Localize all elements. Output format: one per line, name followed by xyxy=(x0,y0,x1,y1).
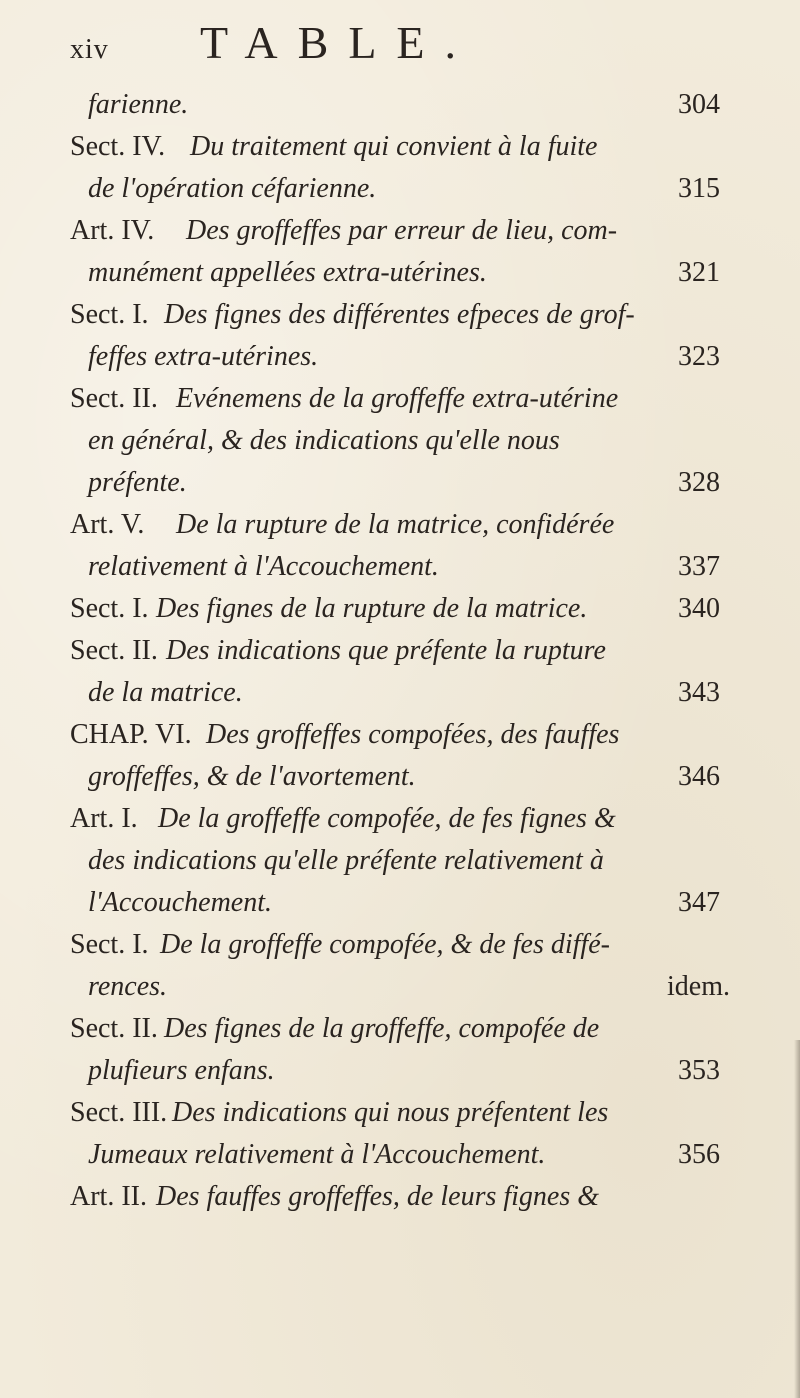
entry-label: Sect. II. xyxy=(70,383,158,414)
entry-page: 337 xyxy=(678,551,720,582)
toc-line xyxy=(0,714,800,756)
entry-label: Art. I. xyxy=(70,803,138,834)
page-number: xiv xyxy=(70,34,109,65)
toc-line xyxy=(0,1050,800,1092)
toc-line xyxy=(0,840,800,882)
entry-text: Des fignes de la rupture de la matrice. xyxy=(156,593,588,624)
page-header xyxy=(0,12,800,72)
toc-line xyxy=(0,504,800,546)
entry-page: 353 xyxy=(678,1055,720,1086)
entry-label: Art. IV. xyxy=(70,215,155,246)
toc-line xyxy=(0,924,800,966)
entry-page: 346 xyxy=(678,761,720,792)
toc-line xyxy=(0,168,800,210)
entry-text: plufieurs enfans. xyxy=(88,1055,275,1086)
entry-label: Sect. I. xyxy=(70,593,149,624)
entry-label: Art. V. xyxy=(70,509,145,540)
toc-line xyxy=(0,798,800,840)
entry-text: de la matrice. xyxy=(88,677,243,708)
toc-line xyxy=(0,756,800,798)
entry-page: 321 xyxy=(678,257,720,288)
toc-line xyxy=(0,882,800,924)
entry-label: Sect. I. xyxy=(70,299,149,330)
entry-text: Des groffeffes par erreur de lieu, com- xyxy=(186,215,618,246)
entry-text: Des fignes des différentes efpeces de grof- xyxy=(164,299,635,330)
entry-text: Evénemens de la groffeffe extra-utérine xyxy=(176,383,619,414)
toc-line xyxy=(0,966,800,1008)
entry-page: 328 xyxy=(678,467,720,498)
entry-text: des indications qu'elle préfente relativement à xyxy=(88,845,604,876)
toc-line xyxy=(0,294,800,336)
entry-page: 315 xyxy=(678,173,720,204)
entry-label: Sect. II. xyxy=(70,635,158,666)
toc-line xyxy=(0,672,800,714)
entry-label: CHAP. VI. xyxy=(70,719,192,750)
toc-line xyxy=(0,210,800,252)
entry-page: 323 xyxy=(678,341,720,372)
entry-text: feffes extra-utérines. xyxy=(88,341,319,372)
entry-label: Art. II. xyxy=(70,1181,147,1212)
toc-line xyxy=(0,546,800,588)
entry-text: De la groffeffe compofée, de fes fignes & xyxy=(158,803,616,834)
toc-line xyxy=(0,1092,800,1134)
entry-text: en général, & des indications qu'elle nous xyxy=(88,425,560,456)
toc-line xyxy=(0,84,800,126)
entry-text: Des fauffes groffeffes, de leurs fignes & xyxy=(156,1181,600,1212)
entry-text: farienne. xyxy=(88,89,189,120)
toc-line xyxy=(0,336,800,378)
entry-page: 356 xyxy=(678,1139,720,1170)
toc-line xyxy=(0,1176,800,1218)
entry-page: 347 xyxy=(678,887,720,918)
running-title: TABLE. xyxy=(200,17,477,68)
entry-page: 340 xyxy=(678,593,720,624)
entry-text: préfente. xyxy=(88,467,187,498)
toc-line xyxy=(0,126,800,168)
entry-text: groffeffes, & de l'avortement. xyxy=(88,761,416,792)
entry-label: Sect. I. xyxy=(70,929,149,960)
entry-text: rences. xyxy=(88,971,168,1002)
entry-label: Sect. IV. xyxy=(70,131,166,162)
entry-page: 304 xyxy=(678,89,720,120)
toc-line xyxy=(0,1134,800,1176)
entry-text: Des indications qui nous préfentent les xyxy=(172,1097,609,1128)
entry-text: de l'opération céfarienne. xyxy=(88,173,377,204)
entry-page: idem. xyxy=(667,971,730,1002)
entry-text: De la groffeffe compofée, & de fes diffé- xyxy=(160,929,610,960)
entry-label: Sect. III. xyxy=(70,1097,168,1128)
toc-line xyxy=(0,378,800,420)
entry-label: Sect. II. xyxy=(70,1013,158,1044)
entry-page: 343 xyxy=(678,677,720,708)
toc-line xyxy=(0,630,800,672)
entry-text: Des fignes de la groffeffe, compofée de xyxy=(164,1013,600,1044)
entry-text: Du traitement qui convient à la fuite xyxy=(190,131,598,162)
entry-text: l'Accouchement. xyxy=(88,887,273,918)
page-edge-shadow xyxy=(794,1040,800,1398)
toc-line xyxy=(0,462,800,504)
entry-text: Des groffeffes compofées, des fauffes xyxy=(206,719,620,750)
toc-line xyxy=(0,588,800,630)
entry-text: relativement à l'Accouchement. xyxy=(88,551,439,582)
entry-text: Des indications que préfente la rupture xyxy=(166,635,606,666)
toc-line xyxy=(0,420,800,462)
entry-text: munément appellées extra-utérines. xyxy=(88,257,487,288)
toc-line xyxy=(0,252,800,294)
entry-text: Jumeaux relativement à l'Accouchement. xyxy=(88,1139,546,1170)
toc-line xyxy=(0,1008,800,1050)
entry-text: De la rupture de la matrice, confidérée xyxy=(176,509,615,540)
